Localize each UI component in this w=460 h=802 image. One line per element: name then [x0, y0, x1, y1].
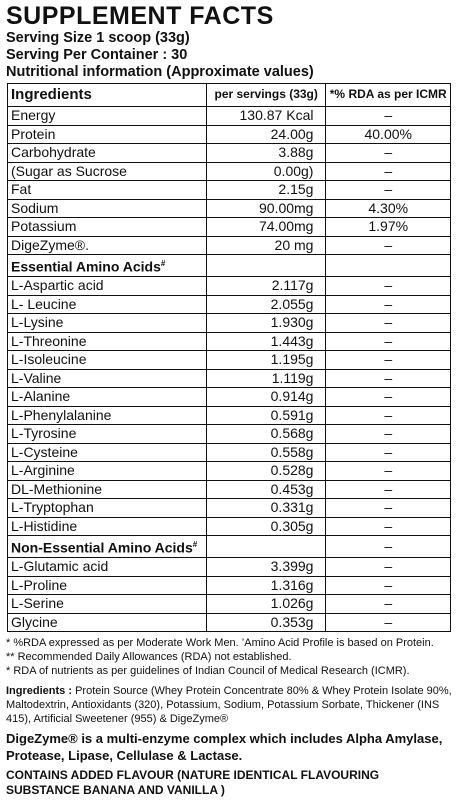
- ingredient-name: L-Tyrosine: [8, 425, 207, 444]
- rda-value: –: [326, 462, 451, 481]
- ingredient-name: Sodium: [8, 199, 207, 218]
- table-row: [8, 144, 451, 163]
- serving-value: 3.88g: [206, 144, 326, 163]
- rda-value: –: [326, 351, 451, 370]
- serving-value: 0.353g: [206, 613, 326, 632]
- rda-value: –: [326, 517, 451, 536]
- serving-value: 0.00g): [206, 162, 326, 181]
- ingredient-name: L-Isoleucine: [8, 351, 207, 370]
- ingredient-name: L-Histidine: [8, 517, 207, 536]
- ingredient-name: Potassium: [8, 218, 207, 237]
- rda-value: 4.30%: [326, 199, 451, 218]
- table-row: [8, 277, 451, 296]
- table-row: [8, 406, 451, 425]
- nutrition-table: [7, 83, 451, 632]
- table-row: [8, 517, 451, 536]
- table-row: [8, 332, 451, 351]
- flavour-statement: CONTAINS ADDED FLAVOUR (NATURE IDENTICAL FLAVOURING SUBSTANCE BANANA AND VANILLA ): [6, 768, 380, 798]
- ingredient-name: L-Cysteine: [8, 443, 207, 462]
- ingredient-name: Fat: [8, 181, 207, 200]
- table-row: [8, 218, 451, 237]
- table-row: [8, 369, 451, 388]
- rda-value: –: [326, 332, 451, 351]
- rda-value: –: [326, 480, 451, 499]
- essential-header: [8, 255, 451, 277]
- ingredients-label: Ingredients :: [6, 685, 73, 698]
- footnote-2: ** Recommended Daily Allowances (RDA) not established.: [6, 651, 292, 664]
- ingredient-name: L-Glutamic acid: [8, 558, 207, 577]
- serving-value: 74.00mg: [206, 218, 326, 237]
- table-row: [8, 162, 451, 181]
- ingredient-name: DL-Methionine: [8, 480, 207, 499]
- rda-value: –: [326, 107, 451, 126]
- serving-value: 1.195g: [206, 351, 326, 370]
- nutritional-info-heading: Nutritional information (Approximate values): [6, 64, 314, 80]
- ingredient-name: Glycine: [8, 613, 207, 632]
- serving-value: 1.930g: [206, 314, 326, 333]
- supplement-facts-panel: [0, 2, 460, 798]
- footnote-1: * %RDA expressed as per Moderate Work Men. ’Amino Acid Profile is based on Protein.: [6, 637, 434, 650]
- serving-value: 3.399g: [206, 558, 326, 577]
- table-row: [8, 351, 451, 370]
- ingredient-name: L-Valine: [8, 369, 207, 388]
- col-per-serving-header: per servings (33g): [206, 84, 326, 107]
- ingredients-text: [6, 684, 454, 726]
- essential-amino-acids: [8, 277, 451, 536]
- table-row: [8, 314, 451, 333]
- serving-value: 24.00g: [206, 125, 326, 144]
- table-row: [8, 125, 451, 144]
- rda-value: –: [326, 236, 451, 255]
- nonessential-header: [8, 536, 451, 558]
- section-row: Non-Essential Amino Acids# –: [8, 536, 451, 558]
- table-row: [8, 558, 451, 577]
- ingredient-name: Protein: [8, 125, 207, 144]
- serving-size: Serving Size 1 scoop (33g): [6, 30, 190, 46]
- serving-value: 1.026g: [206, 595, 326, 614]
- ingredient-name: L-Tryptophan: [8, 499, 207, 518]
- ingredient-name: L-Phenylalanine: [8, 406, 207, 425]
- serving-value: 2.055g: [206, 295, 326, 314]
- rda-value: –: [326, 443, 451, 462]
- ingredient-name: DigeZyme®.: [8, 236, 207, 255]
- rda-value: –: [326, 613, 451, 632]
- ingredients-body: Protein Source (Whey Protein Concentrate 80% & Whey Protein Isolate 90%, Maltodextrin, Antioxidants (320), Potassium, Sodium, Potassium Sorbate, Thickener (INS 415), Artificial Sweetener (955) & DigeZyme®: [6, 685, 452, 726]
- serving-value: 0.305g: [206, 517, 326, 536]
- table-row: [8, 425, 451, 444]
- rda-value: –: [326, 369, 451, 388]
- serving-per-container: Serving Per Container : 30: [6, 47, 188, 63]
- digezyme-description: DigeZyme® is a multi-enzyme complex which includes Alpha Amylase, Protease, Lipase, Cellulase & Lactase.: [6, 731, 443, 764]
- rda-value: –: [326, 558, 451, 577]
- ingredient-name: L- Leucine: [8, 295, 207, 314]
- rda-value: –: [326, 388, 451, 407]
- ingredient-name: L-Alanine: [8, 388, 207, 407]
- table-row: [8, 388, 451, 407]
- table-row: [8, 613, 451, 632]
- ingredient-name: Carbohydrate: [8, 144, 207, 163]
- table-row: [8, 480, 451, 499]
- rda-value: –: [326, 162, 451, 181]
- basic-nutrients: [8, 107, 451, 255]
- section-label: Essential Amino Acids#: [8, 255, 207, 277]
- col-ingredients-header: Ingredients: [8, 84, 207, 107]
- nonessential-amino-acids: [8, 558, 451, 632]
- ingredient-name: L-Serine: [8, 595, 207, 614]
- col-rda-header: *% RDA as per ICMR: [326, 84, 451, 107]
- table-header-row: [8, 84, 451, 107]
- table-row: [8, 295, 451, 314]
- rda-value: –: [326, 425, 451, 444]
- rda-value: –: [326, 144, 451, 163]
- serving-value: 20 mg: [206, 236, 326, 255]
- section-row: [8, 255, 451, 277]
- rda-value: –: [326, 181, 451, 200]
- serving-value: 2.117g: [206, 277, 326, 296]
- rda-value: –: [326, 314, 451, 333]
- serving-value: 130.87 Kcal: [206, 107, 326, 126]
- ingredient-name: Energy: [8, 107, 207, 126]
- ingredient-name: L-Threonine: [8, 332, 207, 351]
- serving-value: 0.528g: [206, 462, 326, 481]
- rda-value: –: [326, 277, 451, 296]
- ingredient-name: L-Arginine: [8, 462, 207, 481]
- page-title: SUPPLEMENT FACTS: [6, 2, 274, 30]
- table-row: [8, 107, 451, 126]
- serving-value: 1.316g: [206, 576, 326, 595]
- ingredient-name: L-Lysine: [8, 314, 207, 333]
- footnote-3: * RDA of nutrients as per guidelines of Indian Council of Medical Research (ICMR).: [6, 665, 410, 678]
- rda-value: 1.97%: [326, 218, 451, 237]
- serving-value: 90.00mg: [206, 199, 326, 218]
- table-row: [8, 595, 451, 614]
- footnotes: [6, 636, 454, 678]
- serving-value: 1.119g: [206, 369, 326, 388]
- rda-value: –: [326, 499, 451, 518]
- ingredient-name: (Sugar as Sucrose: [8, 162, 207, 181]
- serving-value: 0.331g: [206, 499, 326, 518]
- section-label: Non-Essential Amino Acids#: [8, 536, 207, 558]
- serving-value: 2.15g: [206, 181, 326, 200]
- table-row: [8, 462, 451, 481]
- ingredient-name: L-Aspartic acid: [8, 277, 207, 296]
- table-row: [8, 576, 451, 595]
- serving-value: 0.453g: [206, 480, 326, 499]
- rda-value: –: [326, 406, 451, 425]
- table-row: [8, 443, 451, 462]
- rda-value: –: [326, 576, 451, 595]
- rda-value: –: [326, 295, 451, 314]
- serving-value: 1.443g: [206, 332, 326, 351]
- serving-value: 0.558g: [206, 443, 326, 462]
- serving-value: 0.914g: [206, 388, 326, 407]
- ingredient-name: L-Proline: [8, 576, 207, 595]
- table-row: [8, 499, 451, 518]
- rda-value: 40.00%: [326, 125, 451, 144]
- rda-value: –: [326, 595, 451, 614]
- table-row: [8, 236, 451, 255]
- serving-value: 0.568g: [206, 425, 326, 444]
- serving-value: 0.591g: [206, 406, 326, 425]
- table-row: [8, 181, 451, 200]
- table-row: [8, 199, 451, 218]
